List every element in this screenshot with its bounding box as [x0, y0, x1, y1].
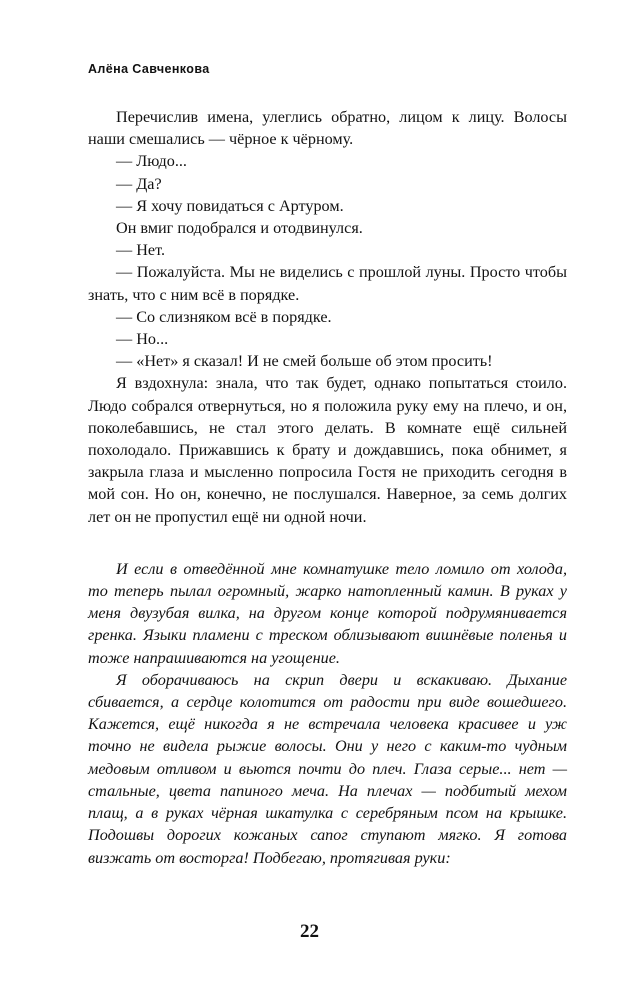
- running-head: Алёна Савченкова: [88, 62, 210, 76]
- paragraph: — Пожалуйста. Мы не виделись с прошлой луны. Просто чтобы знать, что с ним всё в порядке.: [88, 263, 567, 304]
- dream-section-text-block: [88, 558, 567, 869]
- paragraph: Я оборачиваюсь на скрип двери и вскакиваю. Дыхание сбивается, а сердце колотится от радости при виде вошедшего. Кажется, ещё никогда я не встречала человека красивее и уж точно не видела рыжие волосы. Они у него с каким-то чудным медовым отливом и вьются почти до плеч. Глаза серые... нет — стальные, цвета папиного меча. На плечах — подбитый мехом плащ, а в руках чёрная шкатулка с серебряным псом на крышке. Подошвы дорогих кожаных сапог ступают мягко. Я готова визжать от восторга! Подбегаю, протягивая руки:: [88, 670, 567, 867]
- paragraph: — Нет.: [116, 241, 166, 260]
- paragraph: Он вмиг подобрался и отодвинулся.: [116, 219, 363, 238]
- paragraph: — Я хочу повидаться с Артуром.: [116, 196, 344, 215]
- paragraph: — Но...: [116, 330, 169, 349]
- page-number: 22: [300, 921, 319, 942]
- paragraph: — Людо...: [116, 152, 187, 171]
- paragraph: Я вздохнула: знала, что так будет, однако попытаться стоило. Людо собрался отвернуться, но я положила руку ему на плечо, и он, поколебавшись, не стал этого делать. В комнате ещё сильней похолодало. Прижавшись к брату и дождавшись, пока обнимет, я закрыла глаза и мысленно попросила Гостя не приходить сегодня в мой сон. Но он, конечно, не послушался. Наверное, за семь долгих лет он не пропустил ещё ни одной ночи.: [88, 374, 567, 526]
- paragraph: — Со слизняком всё в порядке.: [116, 307, 332, 326]
- main-text-block: [88, 106, 567, 528]
- paragraph: И если в отведённой мне комнатушке тело ломило от холода, то теперь пылал огромный, жарко натопленный камин. В руках у меня двузубая вилка, на другом конце которой подрумянивается гренка. Языки пламени с треском облизывают вишнёвые поленья и тоже напрашиваются на угощение.: [88, 559, 567, 667]
- paragraph: — Да?: [116, 174, 162, 193]
- paragraph: — «Нет» я сказал! И не смей больше об этом просить!: [116, 352, 493, 371]
- paragraph: Перечислив имена, улеглись обратно, лицом к лицу. Волосы наши смешались — чёрное к чёрному.: [88, 108, 567, 149]
